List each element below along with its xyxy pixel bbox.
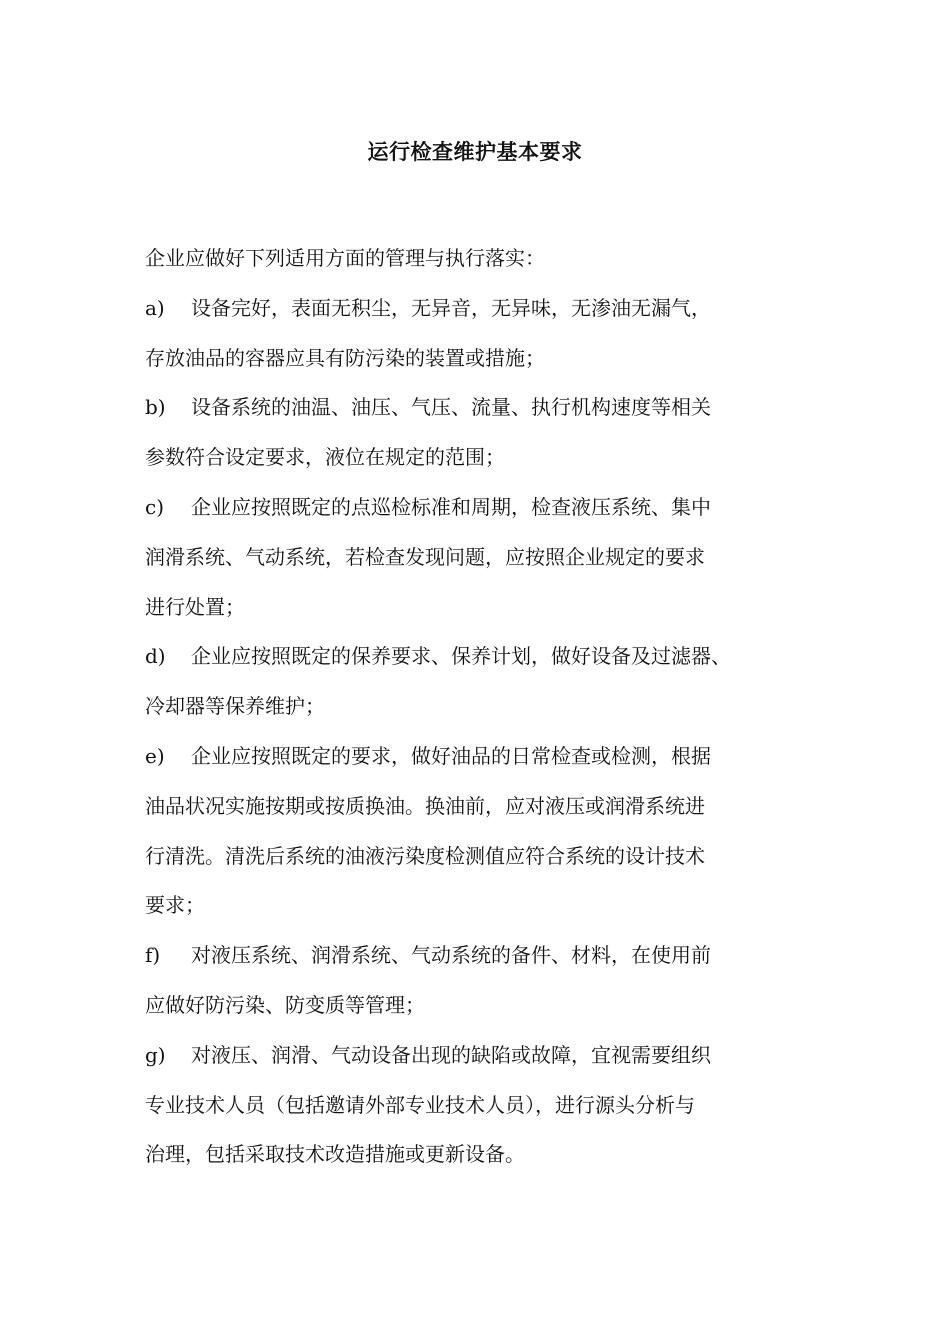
list-item-c-line-3: 进行处置； [145, 594, 245, 619]
list-item-c-line-1 [145, 483, 835, 533]
list-item-e-line-1 [145, 732, 835, 782]
list-item-f-line-1 [145, 931, 835, 981]
intro-paragraph: 企业应做好下列适用方面的管理与执行落实： [145, 246, 545, 270]
list-item-text: 企业应按照既定的要求，做好油品的日常检查或检测，根据 [191, 743, 711, 768]
list-item-e-line-3: 行清洗。清洗后系统的油液污染度检测值应符合系统的设计技术 [145, 843, 705, 868]
document-body [145, 234, 835, 1180]
list-item-text: 对液压、润滑、气动设备出现的缺陷或故障，宜视需要组织 [191, 1042, 711, 1067]
list-item-a-line-1 [145, 284, 835, 334]
list-marker: d) [145, 644, 166, 669]
list-item-e-line-2: 油品状况实施按期或按质换油。换油前，应对液压或润滑系统进 [145, 793, 705, 818]
document-title: 运行检查维护基本要求 [367, 140, 583, 164]
list-marker: a) [145, 295, 165, 320]
list-marker: b) [145, 395, 166, 420]
list-item-d-line-2: 冷却器等保养维护； [145, 694, 325, 719]
list-marker: e) [145, 743, 165, 768]
list-marker: g) [145, 1042, 166, 1067]
list-item-g-line-3: 治理，包括采取技术改造措施或更新设备。 [145, 1142, 525, 1167]
list-item-b-line-2: 参数符合设定要求，液位在规定的范围； [145, 445, 505, 470]
list-item-g-line-1 [145, 1031, 835, 1081]
list-item-d-line-1 [145, 632, 835, 682]
list-marker: c) [145, 494, 165, 519]
list-item-f-line-2: 应做好防污染、防变质等管理； [145, 992, 425, 1017]
list-item-b-line-1 [145, 383, 835, 433]
list-item-text: 企业应按照既定的点巡检标准和周期，检查液压系统、集中 [191, 494, 711, 519]
list-item-e-line-4: 要求； [145, 893, 205, 918]
list-item-c-line-2: 润滑系统、气动系统，若检查发现问题，应按照企业规定的要求 [145, 544, 705, 569]
list-item-g-line-2: 专业技术人员（包括邀请外部专业技术人员），进行源头分析与 [145, 1092, 695, 1117]
list-item-text: 设备系统的油温、油压、气压、流量、执行机构速度等相关 [191, 395, 711, 420]
list-item-a-line-2: 存放油品的容器应具有防污染的装置或措施； [145, 345, 545, 370]
list-marker: f) [145, 943, 161, 968]
list-item-text: 对液压系统、润滑系统、气动系统的备件、材料，在使用前 [191, 943, 711, 968]
list-item-text: 企业应按照既定的保养要求、保养计划，做好设备及过滤器、 [191, 644, 731, 669]
list-item-text: 设备完好，表面无积尘，无异音，无异味，无渗油无漏气， [191, 295, 711, 320]
